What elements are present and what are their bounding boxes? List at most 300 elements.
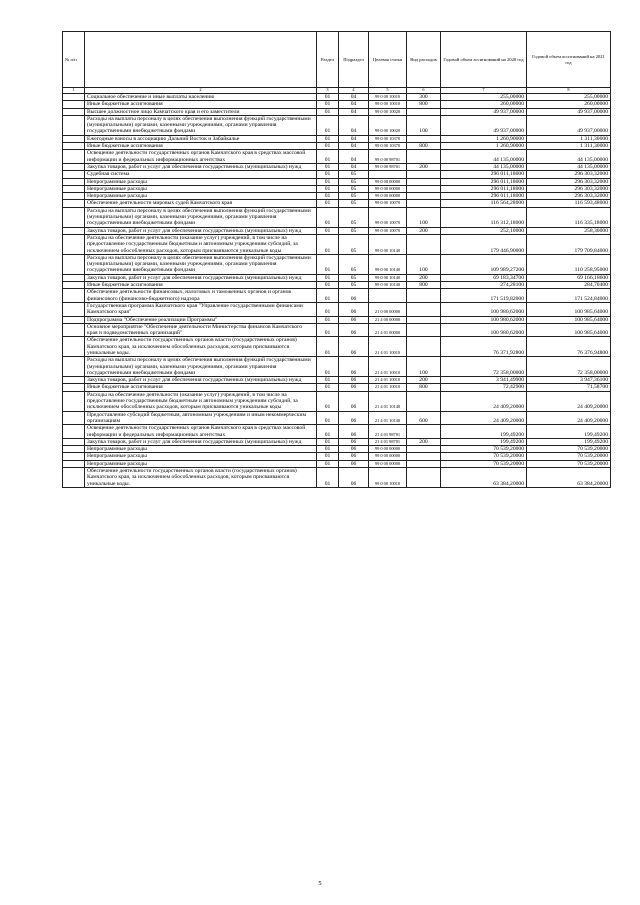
table-row <box>63 357 611 377</box>
row-kind-cell: 100 <box>407 207 441 227</box>
row-kind-cell <box>407 171 441 178</box>
row-2020-cell: 72,42900 <box>441 384 527 391</box>
row-target-cell: 99 0 00 10140 <box>369 282 407 289</box>
header-target: Целевая статья <box>369 32 407 88</box>
row-kind-cell <box>407 193 441 200</box>
row-subsection-cell: 04 <box>339 143 369 150</box>
row-kind-cell: 100 <box>407 357 441 377</box>
row-number-cell <box>63 391 85 411</box>
table-row <box>63 289 611 303</box>
header-name <box>85 32 317 88</box>
table-row <box>63 337 611 357</box>
table-row <box>63 323 611 337</box>
row-section-cell: 01 <box>317 178 339 185</box>
row-name-cell: Основное мероприятие "Обеспечение деятельности Министерства финансов Камчатского края и подведомственных организаций" <box>85 323 317 337</box>
row-subsection-cell: 04 <box>339 163 369 170</box>
row-2021-cell: 199,49200 <box>527 425 611 439</box>
row-kind-cell <box>407 391 441 411</box>
row-number-cell <box>63 302 85 316</box>
row-number-cell <box>63 323 85 337</box>
column-number: 1 <box>63 88 85 94</box>
row-kind-cell: 200 <box>407 438 441 445</box>
row-subsection-cell: 06 <box>339 377 369 384</box>
row-target-cell: 99 0 00 10140 <box>369 274 407 281</box>
row-kind-cell: 600 <box>407 411 441 425</box>
row-2020-cell: 72 358,00000 <box>441 357 527 377</box>
row-2021-cell: 70 539,20000 <box>527 446 611 453</box>
table-row <box>63 101 611 108</box>
row-target-cell: 99 0 00 00000 <box>369 446 407 453</box>
row-name-cell: Социальное обеспечение и иные выплаты населению <box>85 94 317 101</box>
row-number-cell <box>63 94 85 101</box>
row-target-cell: 21 4 01 10010 <box>369 377 407 384</box>
row-2020-cell: 179 446,90000 <box>441 234 527 254</box>
row-subsection-cell: 06 <box>339 453 369 460</box>
page-number: 5 <box>318 880 322 887</box>
row-kind-cell <box>407 178 441 185</box>
row-number-cell <box>63 150 85 164</box>
row-name-cell: Расходы на обеспечение деятельности (оказание услуг) учреждений, в том числе на предоставление государственным бюджетным и автономным учреждениям субсидий, за исключением обособленных расходов, которым присваиваются уникальные коды <box>85 391 317 411</box>
row-name-cell: Закупка товаров, работ и услуг для обеспечения государственных (муниципальных) нужд <box>85 274 317 281</box>
row-2020-cell: 70 539,20000 <box>441 460 527 467</box>
row-target-cell: 99 0 00 10370 <box>369 143 407 150</box>
row-section-cell: 01 <box>317 302 339 316</box>
table-row <box>63 185 611 192</box>
row-target-cell: 21 4 01 10010 <box>369 384 407 391</box>
row-name-cell: Обеспечение деятельности финансовых, налоговых и таможенных органов и органов финансового (финансово-бюджетного) надзора <box>85 289 317 303</box>
row-2021-cell: 69 166,18600 <box>527 274 611 281</box>
row-2020-cell: 252,10000 <box>441 227 527 234</box>
row-section-cell: 01 <box>317 200 339 207</box>
row-kind-cell: 100 <box>407 115 441 135</box>
column-number: 7 <box>441 88 527 94</box>
row-section-cell: 01 <box>317 227 339 234</box>
row-section-cell: 01 <box>317 411 339 425</box>
row-kind-cell: 800 <box>407 282 441 289</box>
row-2020-cell: 255,00000 <box>441 94 527 101</box>
row-2021-cell: 49 937,00000 <box>527 115 611 135</box>
table-row <box>63 438 611 445</box>
table-row <box>63 178 611 185</box>
row-subsection-cell: 06 <box>339 411 369 425</box>
row-kind-cell <box>407 234 441 254</box>
row-target-cell: 21 4 01 98701 <box>369 438 407 445</box>
row-name-cell: Закупка товаров, работ и услуг для обеспечения государственных (муниципальных) нужд <box>85 377 317 384</box>
table-row <box>63 171 611 178</box>
row-target-cell: 21 4 01 10010 <box>369 337 407 357</box>
row-2020-cell: 116 312,18000 <box>441 207 527 227</box>
row-target-cell: 99 0 00 10070 <box>369 227 407 234</box>
row-2021-cell: 110 258,95000 <box>527 254 611 274</box>
table-row <box>63 302 611 316</box>
row-2021-cell: 171 524,84000 <box>527 289 611 303</box>
table-row <box>63 384 611 391</box>
row-number-cell <box>63 234 85 254</box>
row-section-cell: 01 <box>317 391 339 411</box>
row-2021-cell: 296 303,32000 <box>527 178 611 185</box>
row-kind-cell: 800 <box>407 384 441 391</box>
row-section-cell: 01 <box>317 150 339 164</box>
row-number-cell <box>63 453 85 460</box>
header-row <box>63 32 611 88</box>
row-2021-cell: 296 303,32000 <box>527 171 611 178</box>
row-2021-cell: 100 985,64000 <box>527 316 611 323</box>
row-2020-cell: 296 011,18000 <box>441 193 527 200</box>
row-number-cell <box>63 163 85 170</box>
row-target-cell: 21 4 01 98701 <box>369 425 407 439</box>
table-row <box>63 425 611 439</box>
row-2021-cell: 71,58700 <box>527 384 611 391</box>
table-row <box>63 460 611 467</box>
row-name-cell: Непрограммные расходы <box>85 178 317 185</box>
row-2020-cell: 44 135,00000 <box>441 163 527 170</box>
row-name-cell: Непрограммные расходы <box>85 453 317 460</box>
row-subsection-cell: 05 <box>339 274 369 281</box>
row-2020-cell: 296 011,18000 <box>441 178 527 185</box>
row-2020-cell: 3 941,49900 <box>441 377 527 384</box>
row-subsection-cell: 04 <box>339 108 369 115</box>
row-2021-cell: 116 593,48000 <box>527 200 611 207</box>
row-2021-cell: 76 376,94800 <box>527 337 611 357</box>
row-subsection-cell: 06 <box>339 357 369 377</box>
row-2020-cell: 274,28100 <box>441 282 527 289</box>
table-row <box>63 411 611 425</box>
row-kind-cell <box>407 302 441 316</box>
row-2021-cell: 1 311,30000 <box>527 135 611 142</box>
row-subsection-cell: 06 <box>339 446 369 453</box>
row-number-cell <box>63 115 85 135</box>
column-number: 3 <box>317 88 339 94</box>
row-number-cell <box>63 384 85 391</box>
row-section-cell: 01 <box>317 384 339 391</box>
row-subsection-cell: 04 <box>339 101 369 108</box>
row-name-cell: Расходы на выплаты персоналу в целях обеспечения выполнения функций государственными (муниципальными) органами, казенными учреждениями, органами управления государственными внебюджетными фондами <box>85 254 317 274</box>
row-kind-cell <box>407 135 441 142</box>
row-2021-cell: 296 303,32000 <box>527 193 611 200</box>
row-2021-cell: 100 985,64000 <box>527 302 611 316</box>
row-kind-cell: 800 <box>407 143 441 150</box>
row-subsection-cell: 06 <box>339 438 369 445</box>
row-subsection-cell: 06 <box>339 337 369 357</box>
row-section-cell: 01 <box>317 101 339 108</box>
row-number-cell <box>63 357 85 377</box>
row-target-cell: 99 0 00 98701 <box>369 150 407 164</box>
row-2021-cell: 3 947,36100 <box>527 377 611 384</box>
row-section-cell: 01 <box>317 108 339 115</box>
row-target-cell: 99 0 00 10370 <box>369 135 407 142</box>
row-name-cell: Расходы на обеспечение деятельности (оказание услуг) учреждений, в том числе на предоставление государственным бюджетным и автономным учреждениям субсидий, за исключением обособленных расходов, которым присваиваются уникальные коды <box>85 234 317 254</box>
row-section-cell: 01 <box>317 468 339 488</box>
row-2021-cell: 296 303,32000 <box>527 185 611 192</box>
row-2020-cell: 296 011,18000 <box>441 185 527 192</box>
row-kind-cell <box>407 185 441 192</box>
row-section-cell: 01 <box>317 316 339 323</box>
row-2020-cell: 1 260,90000 <box>441 143 527 150</box>
row-name-cell: Расходы на выплаты персоналу в целях обеспечения выполнения функций государственными (муниципальными) органами, казенными учреждениями, органами управления государственными внебюджетными фондами <box>85 357 317 377</box>
row-kind-cell <box>407 200 441 207</box>
row-subsection-cell: 06 <box>339 323 369 337</box>
table-row <box>63 94 611 101</box>
row-name-cell: Расходы на выплаты персоналу в целях обеспечения выполнения функций государственными (муниципальными) органами, казенными учреждениями, органами управления государственными внебюджетными фондами <box>85 207 317 227</box>
row-kind-cell <box>407 453 441 460</box>
row-section-cell: 01 <box>317 282 339 289</box>
row-number-cell <box>63 171 85 178</box>
row-subsection-cell: 05 <box>339 185 369 192</box>
row-name-cell: Освещение деятельности государственных органов Камчатского края в средствах массовой информации и федеральных информационных агентствах <box>85 425 317 439</box>
row-subsection-cell: 06 <box>339 468 369 488</box>
row-section-cell: 01 <box>317 143 339 150</box>
row-kind-cell <box>407 108 441 115</box>
row-2020-cell: 24 409,20000 <box>441 411 527 425</box>
column-number: 5 <box>369 88 407 94</box>
row-kind-cell <box>407 150 441 164</box>
row-target-cell: 99 0 00 10070 <box>369 200 407 207</box>
table-row <box>63 274 611 281</box>
row-2020-cell: 70 539,20000 <box>441 446 527 453</box>
table-row <box>63 150 611 164</box>
row-2021-cell: 72 358,00000 <box>527 357 611 377</box>
row-target-cell: 99 0 00 10010 <box>369 468 407 488</box>
row-name-cell: Судебная система <box>85 171 317 178</box>
row-name-cell: Закупка товаров, работ и услуг для обеспечения государственных (муниципальных) нужд <box>85 163 317 170</box>
row-target-cell: 21 4 01 10140 <box>369 391 407 411</box>
row-2021-cell: 100 985,64000 <box>527 323 611 337</box>
row-number-cell <box>63 135 85 142</box>
row-kind-cell <box>407 468 441 488</box>
row-section-cell: 01 <box>317 234 339 254</box>
row-subsection-cell: 06 <box>339 425 369 439</box>
table-row <box>63 446 611 453</box>
row-target-cell: 21 4 01 00000 <box>369 323 407 337</box>
row-number-cell <box>63 377 85 384</box>
row-2021-cell: 70 539,20000 <box>527 460 611 467</box>
row-target-cell: 99 0 00 10070 <box>369 207 407 227</box>
row-subsection-cell: 06 <box>339 460 369 467</box>
table-body <box>63 94 611 488</box>
row-name-cell: Расходы на выплаты персоналу в целях обеспечения выполнения функций государственными (муниципальными) органами, казенными учреждениями, органами управления государственными внебюджетными фондами <box>85 115 317 135</box>
row-subsection-cell: 04 <box>339 94 369 101</box>
row-subsection-cell: 05 <box>339 200 369 207</box>
budget-table <box>62 31 611 488</box>
row-2021-cell: 24 409,20000 <box>527 391 611 411</box>
row-name-cell: Непрограммные расходы <box>85 185 317 192</box>
row-name-cell: Высшее должностное лицо Камчатского края и его заместители <box>85 108 317 115</box>
row-kind-cell <box>407 446 441 453</box>
row-subsection-cell: 06 <box>339 384 369 391</box>
row-2021-cell: 44 135,00000 <box>527 163 611 170</box>
row-target-cell: 99 0 00 10020 <box>369 108 407 115</box>
row-target-cell: 99 0 00 10020 <box>369 115 407 135</box>
column-number: 4 <box>339 88 369 94</box>
row-name-cell: Закупка товаров, работ и услуг для обеспечения государственных (муниципальных) нужд <box>85 438 317 445</box>
row-subsection-cell: 04 <box>339 115 369 135</box>
table-row <box>63 193 611 200</box>
row-2020-cell: 44 135,00000 <box>441 150 527 164</box>
table-row <box>63 234 611 254</box>
row-2021-cell: 179 709,84000 <box>527 234 611 254</box>
row-subsection-cell: 05 <box>339 207 369 227</box>
row-kind-cell <box>407 425 441 439</box>
row-kind-cell: 100 <box>407 254 441 274</box>
row-target-cell: 99 0 00 10010 <box>369 94 407 101</box>
row-name-cell: Закупка товаров, работ и услуг для обеспечения государственных (муниципальных) нужд <box>85 227 317 234</box>
row-number-cell <box>63 282 85 289</box>
row-name-cell: Иные бюджетные ассигнования <box>85 101 317 108</box>
row-section-cell: 01 <box>317 163 339 170</box>
row-subsection-cell: 05 <box>339 171 369 178</box>
row-section-cell: 01 <box>317 171 339 178</box>
row-number-cell <box>63 193 85 200</box>
row-section-cell: 01 <box>317 425 339 439</box>
row-section-cell: 01 <box>317 337 339 357</box>
table-row <box>63 468 611 488</box>
row-2021-cell: 63 384,20000 <box>527 468 611 488</box>
row-target-cell <box>369 171 407 178</box>
column-number: 6 <box>407 88 441 94</box>
row-number-cell <box>63 108 85 115</box>
row-number-cell <box>63 185 85 192</box>
row-number-cell <box>63 425 85 439</box>
row-name-cell: Иные бюджетные ассигнования <box>85 282 317 289</box>
row-2021-cell: 284,70400 <box>527 282 611 289</box>
table-row <box>63 143 611 150</box>
row-subsection-cell: 04 <box>339 135 369 142</box>
row-2020-cell: 199,49200 <box>441 425 527 439</box>
row-2020-cell: 24 409,20000 <box>441 391 527 411</box>
row-target-cell: 21 0 00 00000 <box>369 302 407 316</box>
row-target-cell: 99 0 00 98701 <box>369 163 407 170</box>
row-subsection-cell: 06 <box>339 302 369 316</box>
row-subsection-cell: 05 <box>339 282 369 289</box>
header-2021: Годовой объем ассигнований на 2021 год <box>527 32 611 88</box>
row-2020-cell: 100 980,62000 <box>441 316 527 323</box>
row-section-cell: 01 <box>317 193 339 200</box>
row-kind-cell: 800 <box>407 101 441 108</box>
table-row <box>63 200 611 207</box>
row-section-cell: 01 <box>317 135 339 142</box>
row-target-cell: 99 0 00 00000 <box>369 460 407 467</box>
row-target-cell: 99 0 00 10140 <box>369 254 407 274</box>
row-section-cell: 01 <box>317 185 339 192</box>
row-subsection-cell: 05 <box>339 234 369 254</box>
row-2020-cell: 116 564,28000 <box>441 200 527 207</box>
row-2020-cell: 1 260,90000 <box>441 135 527 142</box>
row-target-cell: 99 0 00 00000 <box>369 193 407 200</box>
header-kind: Вид расходов <box>407 32 441 88</box>
row-kind-cell <box>407 323 441 337</box>
row-target-cell: 99 0 00 00000 <box>369 185 407 192</box>
row-section-cell: 01 <box>317 94 339 101</box>
row-name-cell: Государственная программа Камчатского края "Управление государственными финансами Камчатского края" <box>85 302 317 316</box>
row-target-cell: 99 0 00 10140 <box>369 234 407 254</box>
row-subsection-cell: 06 <box>339 316 369 323</box>
row-2021-cell: 1 311,30000 <box>527 143 611 150</box>
row-name-cell: Предоставление субсидий бюджетным, автономным учреждениям и иным некоммерческим организациям <box>85 411 317 425</box>
row-2021-cell: 116 335,18000 <box>527 207 611 227</box>
row-name-cell: Обеспечение деятельности государственных органов власти (государственных органов) Камчатского края, за исключением обособленных расходов, которым присваиваются уникальные коды. <box>85 337 317 357</box>
row-kind-cell <box>407 316 441 323</box>
row-section-cell: 01 <box>317 207 339 227</box>
row-number-cell <box>63 411 85 425</box>
row-subsection-cell: 04 <box>339 150 369 164</box>
row-number-cell <box>63 316 85 323</box>
row-target-cell: 21 4 01 10140 <box>369 411 407 425</box>
row-target-cell: 21 4 01 10010 <box>369 357 407 377</box>
table-row <box>63 377 611 384</box>
row-number-cell <box>63 274 85 281</box>
row-name-cell: Непрограммные расходы <box>85 446 317 453</box>
table-row <box>63 391 611 411</box>
header-subsection: Подраздел <box>339 32 369 88</box>
row-2020-cell: 100 980,62000 <box>441 323 527 337</box>
row-section-cell: 01 <box>317 254 339 274</box>
row-number-cell <box>63 438 85 445</box>
row-name-cell: Ежегодные взносы в ассоциацию Дальний Восток и Забайкалье <box>85 135 317 142</box>
row-name-cell: Обеспечение деятельности мировых судей Камчатского края <box>85 200 317 207</box>
row-subsection-cell: 05 <box>339 254 369 274</box>
row-section-cell: 01 <box>317 453 339 460</box>
row-name-cell: Иные бюджетные ассигнования <box>85 384 317 391</box>
row-name-cell: Иные бюджетные ассигнования <box>85 143 317 150</box>
header-number: № п/п <box>63 32 85 88</box>
row-section-cell: 01 <box>317 438 339 445</box>
row-2020-cell: 70 539,20000 <box>441 453 527 460</box>
row-name-cell: Обеспечение деятельности государственных органов власти (государственных органов) Камчатского края, за исключением обособленных расходов, которым присваиваются уникальные коды. <box>85 468 317 488</box>
row-2021-cell: 258,30000 <box>527 227 611 234</box>
row-target-cell: 99 0 00 10010 <box>369 101 407 108</box>
row-2020-cell: 260,00000 <box>441 101 527 108</box>
table-row <box>63 453 611 460</box>
row-name-cell: Непрограммные расходы <box>85 193 317 200</box>
table-row <box>63 115 611 135</box>
row-number-cell <box>63 337 85 357</box>
row-2020-cell: 63 384,20000 <box>441 468 527 488</box>
header-section: Раздел <box>317 32 339 88</box>
row-kind-cell: 200 <box>407 377 441 384</box>
row-number-cell <box>63 200 85 207</box>
row-kind-cell <box>407 460 441 467</box>
table-row <box>63 282 611 289</box>
row-2021-cell: 24 409,20000 <box>527 411 611 425</box>
row-2021-cell: 260,00000 <box>527 101 611 108</box>
row-kind-cell <box>407 337 441 357</box>
row-2020-cell: 296 011,18000 <box>441 171 527 178</box>
row-section-cell: 01 <box>317 274 339 281</box>
row-number-cell <box>63 460 85 467</box>
table-row <box>63 135 611 142</box>
row-2021-cell: 44 135,00000 <box>527 150 611 164</box>
row-kind-cell <box>407 289 441 303</box>
table-row <box>63 227 611 234</box>
row-2020-cell: 100 980,62000 <box>441 302 527 316</box>
table-row <box>63 108 611 115</box>
row-section-cell: 01 <box>317 460 339 467</box>
row-number-cell <box>63 446 85 453</box>
row-2021-cell: 199,49200 <box>527 438 611 445</box>
row-2020-cell: 76 371,92800 <box>441 337 527 357</box>
row-kind-cell: 300 <box>407 94 441 101</box>
row-subsection-cell: 05 <box>339 193 369 200</box>
row-target-cell: 99 0 00 00000 <box>369 178 407 185</box>
row-number-cell <box>63 254 85 274</box>
row-section-cell: 01 <box>317 289 339 303</box>
row-number-cell <box>63 468 85 488</box>
table-row <box>63 254 611 274</box>
row-2020-cell: 171 519,82000 <box>441 289 527 303</box>
row-name-cell: Освещение деятельности государственных органов Камчатского края в средствах массовой информации и федеральных информационных агентствах <box>85 150 317 164</box>
row-target-cell: 21 4 00 00000 <box>369 316 407 323</box>
row-section-cell: 01 <box>317 323 339 337</box>
